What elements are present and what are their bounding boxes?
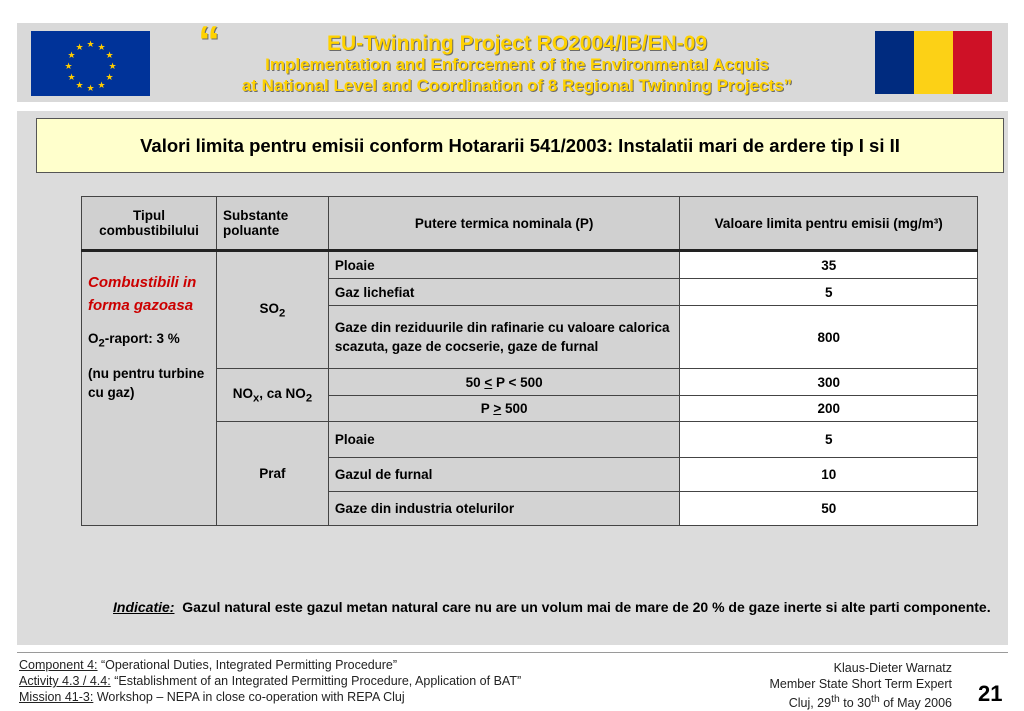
footer-author-info bbox=[720, 660, 952, 711]
nox-value-1: 300 bbox=[680, 369, 978, 396]
so2-value-2: 5 bbox=[680, 279, 978, 306]
o2-ratio: $O_2$-raport: 3 % bbox=[88, 331, 180, 350]
pollutant-so2: $SO_2$ bbox=[216, 251, 328, 369]
svg-text:★: ★ bbox=[105, 73, 114, 83]
nox-range-1: 50 < P < 500 bbox=[328, 369, 680, 396]
indication-note bbox=[113, 598, 993, 617]
header-pollutant: Substante poluante bbox=[216, 197, 328, 251]
note-text: Gazul natural este gazul metan natural care nu are un volum mai de mare de 20 % de gaze inerte si alte parti componente. bbox=[182, 599, 991, 615]
footer-date: Cluj, 29th to 30th of May 2006 bbox=[788, 694, 952, 711]
eu-stars-icon bbox=[31, 31, 150, 96]
so2-value-1: 35 bbox=[680, 251, 978, 279]
footer-author: Klaus-Dieter Warnatz bbox=[833, 661, 952, 675]
table-row bbox=[82, 369, 978, 396]
note-label: Indicatie: bbox=[113, 599, 175, 615]
fuel-name: Combustibili in forma gazoasa bbox=[88, 274, 197, 314]
footer-role: Member State Short Term Expert bbox=[769, 677, 952, 691]
nox-value-2: 200 bbox=[680, 396, 978, 422]
footer-component: Component 4: “Operational Duties, Integrated Permitting Procedure” bbox=[19, 658, 397, 672]
romania-flag-icon bbox=[875, 31, 992, 94]
footer-activity: Activity 4.3 / 4.4: “Establishment of an Integrated Permitting Procedure, Application of BAT” bbox=[19, 674, 522, 688]
svg-text:★: ★ bbox=[105, 51, 114, 61]
so2-value-3: 800 bbox=[680, 306, 978, 369]
so2-desc-3: Gaze din reziduurile din rafinarie cu valoare calorica scazuta, gaze de cocserie, gaze de furnal bbox=[328, 306, 680, 369]
table-row bbox=[82, 422, 978, 458]
dust-desc-2: Gazul de furnal bbox=[328, 458, 680, 492]
svg-text:★: ★ bbox=[67, 51, 76, 61]
dust-value-3: 50 bbox=[680, 492, 978, 526]
dust-desc-1: Ploaie bbox=[328, 422, 680, 458]
footer-mission: Mission 41-3: Workshop – NEPA in close co-operation with REPA Cluj bbox=[19, 690, 405, 704]
so2-desc-2: Gaz lichefiat bbox=[328, 279, 680, 306]
svg-text:★: ★ bbox=[97, 43, 106, 53]
nox-range-2: P > 500 bbox=[328, 396, 680, 422]
svg-text:★: ★ bbox=[75, 43, 84, 53]
page-number: 21 bbox=[978, 681, 1003, 706]
svg-text:★: ★ bbox=[108, 62, 117, 72]
svg-text:★: ★ bbox=[75, 81, 84, 91]
svg-text:★: ★ bbox=[86, 40, 95, 50]
eu-flag-icon bbox=[31, 31, 150, 96]
header-quote-mark: “ bbox=[198, 17, 220, 66]
header-emission-limit: Valoare limita pentru emisii (mg/m³) bbox=[680, 197, 978, 251]
dust-value-2: 10 bbox=[680, 458, 978, 492]
fuel-type-cell bbox=[82, 251, 217, 526]
table-row bbox=[82, 251, 978, 279]
pollutant-dust: Praf bbox=[216, 422, 328, 526]
emission-limits-table bbox=[81, 196, 978, 526]
svg-text:★: ★ bbox=[86, 84, 95, 94]
header-fuel-type: Tipul combustibilului bbox=[82, 197, 217, 251]
footer-divider bbox=[17, 652, 1008, 653]
turbine-note: (nu pentru turbine cu gaz) bbox=[88, 365, 205, 400]
table-header-row bbox=[82, 197, 978, 251]
pollutant-nox: $NO_x$, ca $NO_2$ bbox=[216, 369, 328, 422]
svg-text:★: ★ bbox=[67, 73, 76, 83]
header-banner bbox=[17, 17, 1008, 102]
so2-desc-1: Ploaie bbox=[328, 251, 680, 279]
project-subtitle-line1: Implementation and Enforcement of the Environmental Acquis bbox=[265, 55, 769, 74]
svg-text:★: ★ bbox=[97, 81, 106, 91]
slide-content bbox=[17, 111, 1008, 645]
svg-text:★: ★ bbox=[64, 62, 73, 72]
dust-value-1: 5 bbox=[680, 422, 978, 458]
slide-title: Valori limita pentru emisii conform Hotararii 541/2003: Instalatii mari de ardere tip I si II bbox=[36, 118, 1004, 173]
project-subtitle-line2: at National Level and Coordination of 8 Regional Twinning Projects” bbox=[241, 76, 793, 95]
header-thermal-input: Putere termica nominala (P) bbox=[328, 197, 680, 251]
project-title: EU-Twinning Project RO2004/IB/EN-09 bbox=[326, 32, 708, 55]
footer-project-info bbox=[19, 657, 521, 705]
dust-desc-3: Gaze din industria otelurilor bbox=[328, 492, 680, 526]
